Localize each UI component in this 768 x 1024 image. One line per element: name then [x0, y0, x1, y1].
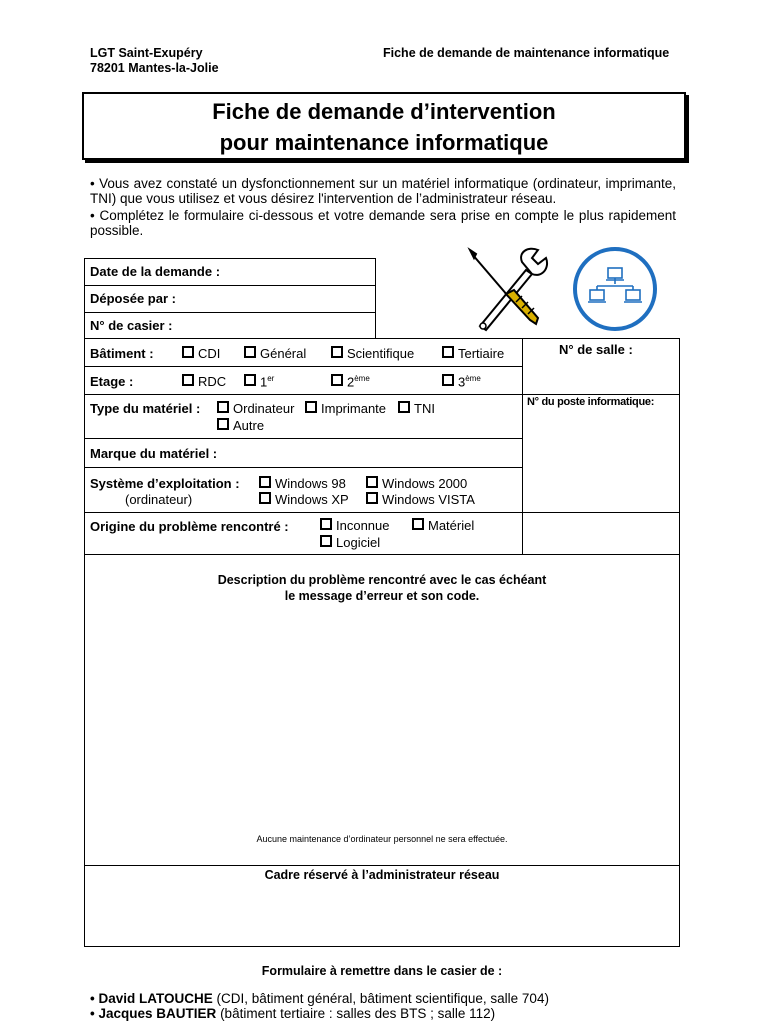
notice-text: Aucune maintenance d’ordinateur personnel ne sera effectuée.: [256, 834, 508, 844]
tools-icon: [466, 244, 550, 332]
checkbox[interactable]: [182, 374, 194, 386]
school-address: 78201 Mantes-la-Jolie: [90, 61, 219, 75]
option-etage-1[interactable]: 1er: [244, 374, 274, 389]
option-winvista[interactable]: Windows VISTA: [366, 492, 475, 507]
option-tertiaire[interactable]: Tertiaire: [442, 346, 504, 361]
title-box: [82, 92, 686, 160]
description-heading: Description du problème rencontré avec le cas échéant le message d’erreur et son code.: [217, 573, 547, 603]
option-cdi[interactable]: CDI: [182, 346, 220, 361]
checkbox[interactable]: [366, 476, 378, 488]
os-label: Système d’exploitation :: [90, 476, 240, 491]
description-area[interactable]: [86, 600, 678, 830]
origine-label: Origine du problème rencontré :: [90, 519, 289, 534]
option-winxp[interactable]: Windows XP: [259, 492, 349, 507]
option-imprimante[interactable]: Imprimante: [305, 401, 386, 416]
option-ordinateur[interactable]: Ordinateur: [217, 401, 294, 416]
intro-paragraph-1: • Vous avez constaté un dysfonctionnement sur un matériel informatique (ordinateur, imprimante, TNI) que vous utilisez et vous désirez l'intervention de l’administrateur réseau.: [90, 176, 676, 206]
title-line2: pour maintenance informatique: [219, 130, 549, 155]
title-line1: Fiche de demande d’intervention: [212, 99, 556, 124]
checkbox[interactable]: [366, 492, 378, 504]
checkbox[interactable]: [182, 346, 194, 358]
checkbox[interactable]: [331, 346, 343, 358]
checkbox[interactable]: [259, 476, 271, 488]
date-label: Date de la demande :: [90, 264, 221, 279]
marque-label: Marque du matériel :: [90, 446, 218, 461]
option-autre[interactable]: Autre: [217, 418, 264, 433]
option-tni[interactable]: TNI: [398, 401, 435, 416]
option-win2000[interactable]: Windows 2000: [366, 476, 467, 491]
network-icon: [572, 246, 658, 332]
casier-label: N° de casier :: [90, 318, 173, 333]
option-etage-2[interactable]: 2ème: [331, 374, 370, 389]
option-general[interactable]: Général: [244, 346, 306, 361]
header-doc-title: Fiche de demande de maintenance informatique: [383, 46, 670, 60]
checkbox[interactable]: [259, 492, 271, 504]
checkbox[interactable]: [320, 535, 332, 547]
option-scientifique[interactable]: Scientifique: [331, 346, 414, 361]
checkbox[interactable]: [320, 518, 332, 530]
checkbox[interactable]: [442, 374, 454, 386]
checkbox[interactable]: [331, 374, 343, 386]
footer-heading: Formulaire à remettre dans le casier de :: [261, 964, 503, 978]
checkbox[interactable]: [305, 401, 317, 413]
checkbox[interactable]: [442, 346, 454, 358]
checkbox[interactable]: [412, 518, 424, 530]
intro-paragraph-2: • Complétez le formulaire ci-dessous et votre demande sera prise en compte le plus rapidement possible.: [90, 208, 676, 238]
option-etage-3[interactable]: 3ème: [442, 374, 481, 389]
checkbox[interactable]: [244, 346, 256, 358]
checkbox[interactable]: [244, 374, 256, 386]
option-logiciel[interactable]: Logiciel: [320, 535, 380, 550]
school-name: LGT Saint-Exupéry: [90, 46, 203, 60]
type-label: Type du matériel :: [90, 401, 201, 416]
os-sublabel: (ordinateur): [125, 492, 193, 507]
option-rdc[interactable]: RDC: [182, 374, 226, 389]
batiment-label: Bâtiment :: [90, 346, 154, 361]
contact-item: • Jacques BAUTIER (bâtiment tertiaire : salles des BTS ; salle 112): [90, 1006, 496, 1021]
contact-item: • David LATOUCHE (CDI, bâtiment général, bâtiment scientifique, salle 704): [90, 991, 549, 1006]
poste-label: N° du poste informatique:: [527, 396, 655, 408]
etage-label: Etage :: [90, 374, 134, 389]
checkbox[interactable]: [217, 401, 229, 413]
deposee-label: Déposée par :: [90, 291, 176, 306]
option-inconnue[interactable]: Inconnue: [320, 518, 390, 533]
checkbox[interactable]: [217, 418, 229, 430]
option-materiel[interactable]: Matériel: [412, 518, 474, 533]
salle-label: N° de salle :: [559, 342, 633, 357]
checkbox[interactable]: [398, 401, 410, 413]
admin-heading: Cadre réservé à l’administrateur réseau: [264, 868, 500, 882]
option-win98[interactable]: Windows 98: [259, 476, 346, 491]
